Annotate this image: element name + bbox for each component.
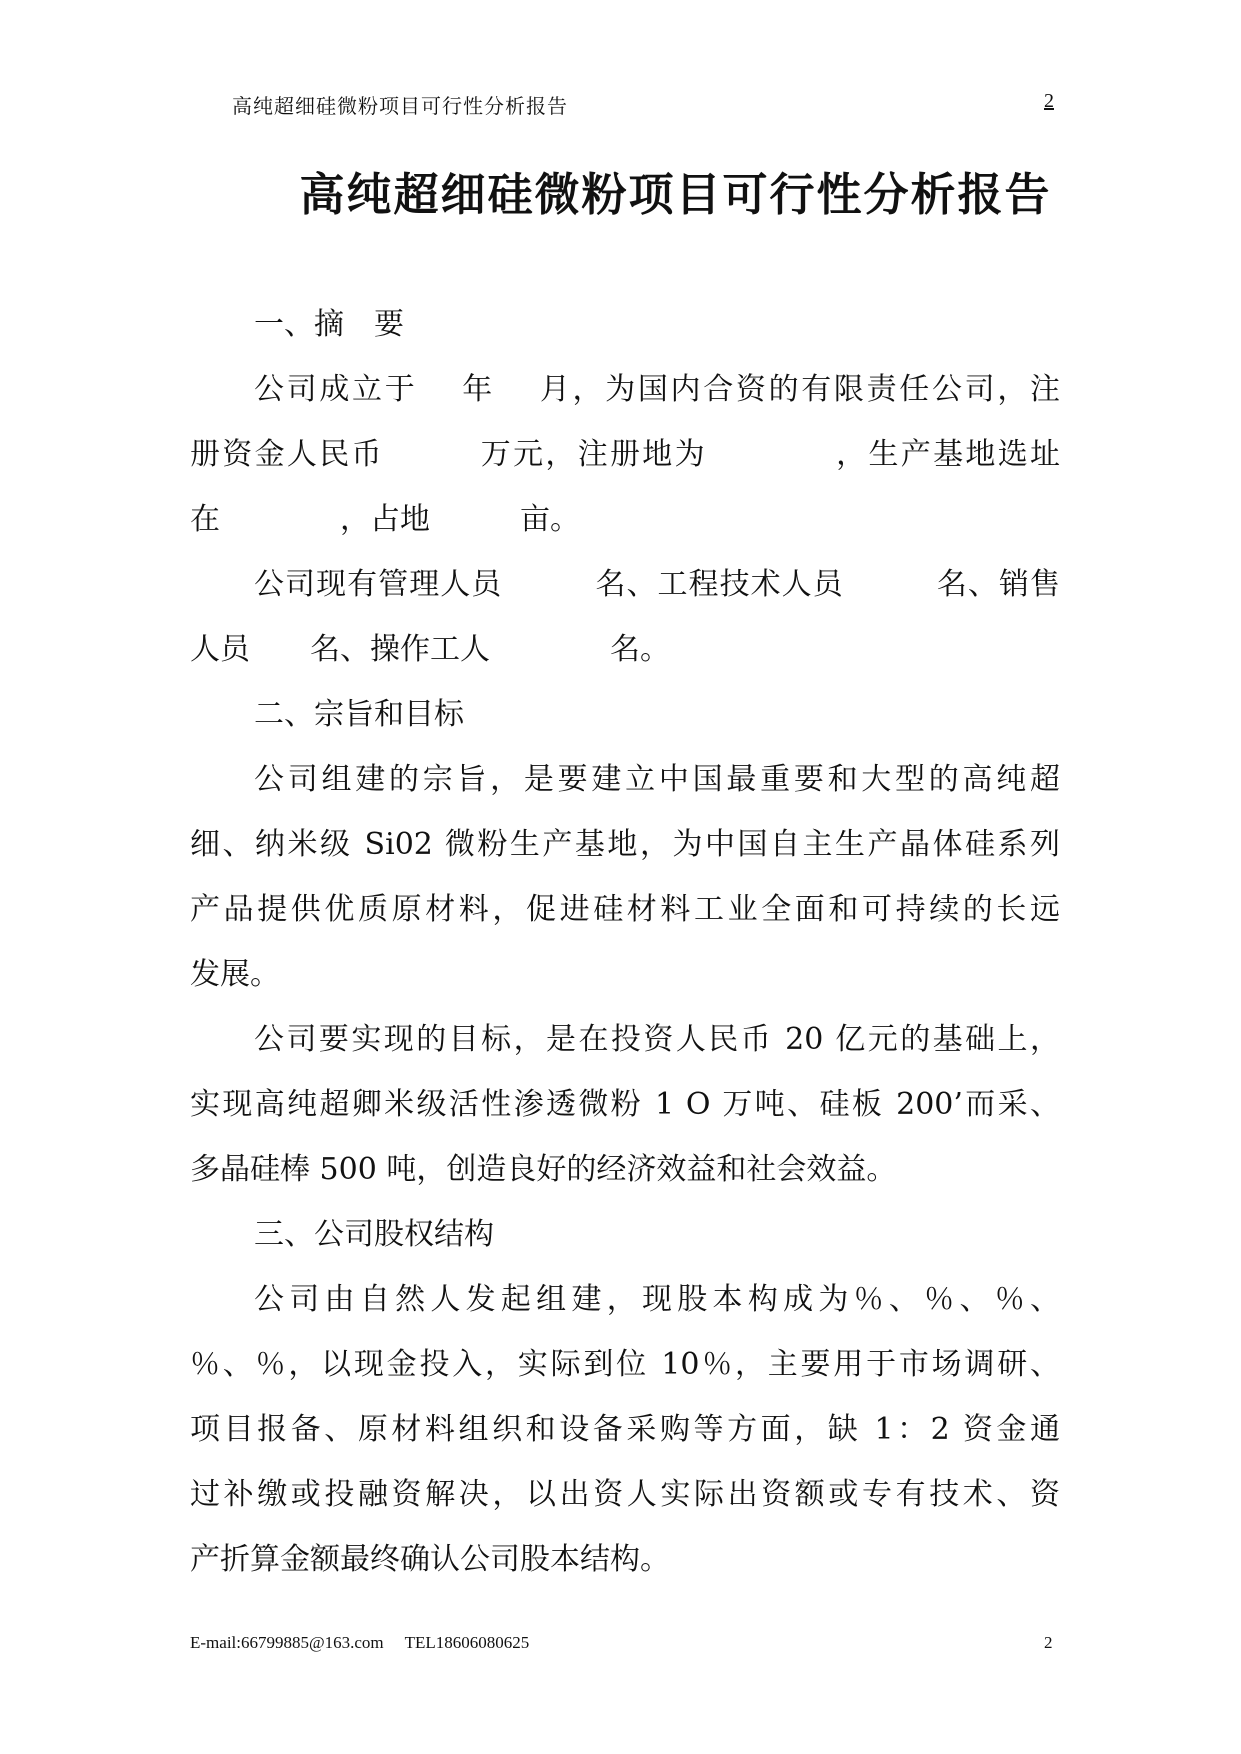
document-title: 高纯超细硅微粉项目可行性分析报告 (299, 168, 1052, 221)
paragraph-line: 实现高纯超卿米级活性渗透微粉 1 O 万吨、硅板 200’而采、 (190, 1087, 1060, 1122)
paragraph-line: ％、％，以现金投入，实际到位 10％，主要用于市场调研、 (190, 1347, 1060, 1382)
running-header-title: 高纯超细硅微粉项目可行性分析报告 (232, 94, 568, 118)
paragraph-line: 公司由自然人发起组建，现股本构成为％、％、％、 (254, 1282, 1060, 1317)
paragraph-line: 过补缴或投融资解决，以出资人实际出资额或专有技术、资 (190, 1477, 1060, 1512)
paragraph-line: 细、纳米级 Si02 微粉生产基地，为中国自主生产晶体硅系列 (190, 827, 1060, 862)
footer-contact: E-mail:66799885@163.com TEL18606080625 (190, 1633, 530, 1652)
section-heading-summary: 一、摘 要 (254, 307, 404, 342)
header-page-number: 2 (1044, 90, 1054, 112)
paragraph-line: 册资金人民币 万元，注册地为 ，生产基地选址 (190, 437, 1060, 472)
paragraph-line: 公司组建的宗旨，是要建立中国最重要和大型的高纯超 (254, 762, 1060, 797)
paragraph-line: 项目报备、原材料组织和设备采购等方面，缺 1：2 资金通 (190, 1412, 1060, 1447)
paragraph-line: 产品提供优质原材料，促进硅材料工业全面和可持续的长远 (190, 892, 1060, 927)
section-heading-equity: 三、公司股权结构 (254, 1217, 494, 1252)
paragraph-line: 产折算金额最终确认公司股本结构。 (190, 1542, 670, 1577)
paragraph-line: 人员 名、操作工人 名。 (190, 632, 670, 667)
paragraph-line: 在 ，占地 亩。 (190, 502, 580, 537)
paragraph-line: 多晶硅棒 500 吨，创造良好的经济效益和社会效益。 (190, 1152, 897, 1187)
document-body (190, 292, 1060, 1592)
section-heading-purpose: 二、宗旨和目标 (254, 697, 464, 732)
paragraph-line: 公司现有管理人员 名、工程技术人员 名、销售 (254, 567, 1060, 602)
paragraph-line: 发展。 (190, 957, 280, 992)
footer-page-number: 2 (1044, 1633, 1053, 1652)
paragraph-line: 公司成立于 年 月，为国内合资的有限责任公司，注 (254, 372, 1060, 407)
paragraph-line: 公司要实现的目标，是在投资人民币 20 亿元的基础上， (254, 1022, 1060, 1057)
